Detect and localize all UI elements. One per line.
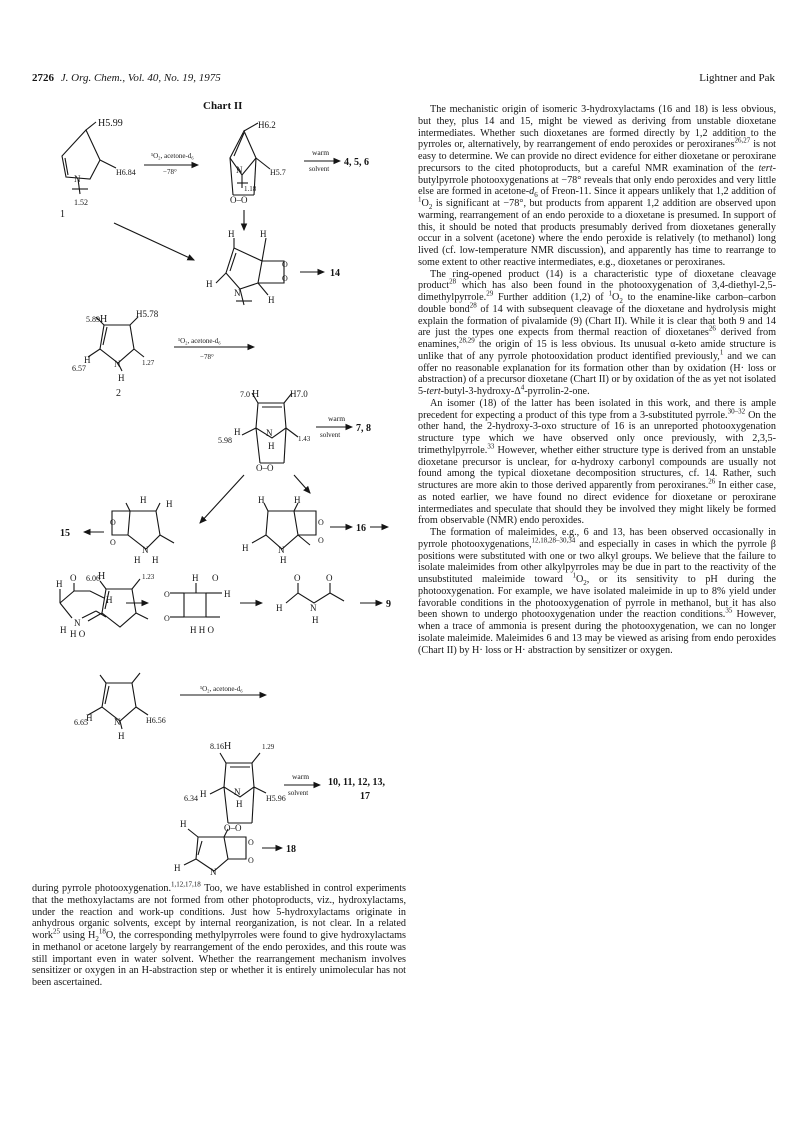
atom-n: N	[210, 867, 217, 877]
right-column-text	[418, 104, 776, 656]
atom-h: H	[118, 731, 125, 741]
product-label: 17	[360, 791, 370, 802]
nmr-label: H5.78	[136, 309, 159, 319]
nmr-label: 8.16	[210, 742, 224, 751]
paragraph: during pyrrole photooxygenation.$^{1,12,17,18}$ Too, we have established in control experiments that the methoxylactams are not formed from other photoproducts, viz., hydroxylactams, under the reaction and work-up conditions. Just how 5-hydroxylactams originate in anhydrous organic solvents, except by internal reorganization, is not clear. In a related work$^{25}$ using $H_2^{18}O$, the corresponding methylpyrroles were found to give hydroxylactams in methanol or acetone largely by rearrangement of the endo peroxides, and this route was still important even in water solvent. Whether the rearrangement mechanism involves sensitizer or oxygen in an H-abstraction step or whether it is entirely unimolecular has not been ascertained.	[32, 880, 407, 988]
product-label: 7, 8	[356, 423, 371, 434]
atom-h: H	[268, 295, 275, 305]
paragraph: The ring-opened product (14) is a characteristic type of dioxetane cleavage product$^{28}$ which has also been found in the photooxygenation of 3,4-diethyl-2,5-dimethylpyrrole.$^{29}$ Further addition (1,2) of $^1O_2$ to the enamine-like carbon–carbon double bond$^{28}$ of 14 with subsequent cleavage of the dioxetane and hydrolysis might explain the formation of pivalamide (9) (Chart II). While it is clear that both 9 and 14 are just the types one expects from thermal reaction of dioxetanes$^{26}$ derived from enamines,$^{28,29}$ the origin of 15 is less obvious. Its unusual α-keto amide structure is unlike that of any pyrrole photooxidation product identified previously,$^1$ and we can offer no reasonable explanation for its formation other than by oxidation (H· loss or abstraction) of a precursor dioxetane (Chart II) or by oxidation of the as yet not isolated $5-tert-butyl-3-hydroxy-\Delta^4-pyrrolin-2$-one.	[418, 268, 776, 397]
nmr-label: 1.18	[244, 185, 257, 193]
amide-cleavage-structure	[286, 583, 344, 603]
reagent-label: ¹O₂, acetone-d₆	[200, 685, 243, 693]
temperature-label: −78°	[200, 353, 214, 361]
atom-h: H	[60, 625, 67, 635]
nmr-label: 1.29	[262, 743, 275, 751]
dioxetane-16-structure	[252, 503, 316, 549]
dioxetane-ring-opened-structure	[170, 583, 222, 617]
condition-label: warm	[328, 414, 346, 423]
nmr-label: H6.2	[258, 120, 276, 130]
product-label: 14	[330, 268, 340, 279]
atom-o: O	[212, 573, 219, 583]
dioxetane-15-structure	[112, 503, 174, 549]
nmr-label: H5.96	[266, 794, 286, 803]
left-column-text	[32, 880, 407, 989]
chart-title: Chart II	[203, 100, 243, 112]
nmr-label: 6.34	[184, 794, 198, 803]
atom-h: H	[192, 573, 199, 583]
temperature-label: −78°	[163, 168, 177, 176]
atom-h: H	[260, 229, 267, 239]
atom-h: H	[294, 495, 301, 505]
atom-h: H	[228, 229, 235, 239]
page-number: 2726	[32, 72, 54, 84]
product-label: 15	[60, 528, 70, 539]
paragraph: The mechanistic origin of isomeric 3-hydroxylactams (16 and 18) is less obvious, but they, plus 14 and 15, might be viewed as deriving from unstable dioxetane intermediates. Whether such dioxetanes are formed directly by 1,2 addition to the pyrroles or, alternatively, by rearrangement of endo peroxides or peroxiranes$^{26,27}$ is not easy to determine. We can provide no direct evidence for either dioxetane or peroxirane precursors to the cited photoproducts, but a careful NMR examination of the tert-butylpyrrole photooxygenations at −78° reveals that only endo peroxides and very little else are formed in acetone-$d_6$ of Freon-11. Since it appears unlikely that 1,2 addition of $^1O_2$ is significant at −78°, but products from apparent 1,2 addition are observed upon warming, rearrangement of an endo peroxide to a dioxetane is presumed. In support of this, it should be noted that products presumably derived from dioxetanes generally occur in a solvent (acetone) where the endo peroxide is relatively (to methanol) long lived (cf. low-temperature NMR discussion), and apparently has time to rearrange to some extent to other reactive intermediates, e.g., dioxetanes or peroxiranes.	[418, 104, 776, 268]
atom-h: H	[152, 555, 159, 565]
atom-n: N	[266, 428, 273, 438]
product-label: 9	[386, 599, 391, 610]
atom-o: O–O	[256, 463, 274, 473]
nmr-label: 5.98	[218, 436, 232, 445]
nmr-label: H5.99	[98, 118, 123, 129]
paragraph: An isomer (18) of the latter has been isolated in this work, and there is ample precedent for expecting a product of this type from a 3-substituted pyrrole.$^{30-32}$ On the other hand, the 2-hydroxy-3-oxo structure of 16 is an unreported photooxygenation structure type which we have observed only once previously, with 2,3,5-trimethylpyrrole.$^{33}$ However, whether either structure type is derived from an unstable dioxetane precursor is unclear, for α-hydroxy carbonyl compounds are usually not found among the typical dioxetane decomposition structures, cf. 14. Rather, such structures are more akin to those derived apparently from peroxiranes.$^{26}$ In either case, as noted earlier, we have found no direct evidence for dioxetane or peroxirane intermediates and speculate that should they be involved they might likely be formed from observable (NMR) endo peroxides.	[418, 397, 776, 527]
paragraph: The formation of maleimides, e.g., 6 and 13, has been observed occasionally in pyrrole photooxygenations,$^{12,18,28-30,34}$ and especially in cases in which the pyrrole β positions were substituted with one or two alkyl groups. We believe that the failure to isolate maleimides from other alkylpyrroles may be due in part to the reactivity of the unsubstituted maleimide toward $^1O_2$, or its sensitivity to pH during the photooxygenation. For example, we have isolated maleimide in up to 8% yield under favorable conditions in the photooxygenation of pyrrole in methanol, but it has also been shown to undergo photooxygenation under the reaction conditions.$^{35}$ However, when a trace of ammonia is present during the photooxygenation, we can no longer isolate maleimide. Maleimides 6 and 13 may be viewed as arising from endo peroxides (Chart II) by H· loss or H· abstraction by sensitizer or oxygen.	[418, 527, 776, 656]
nmr-label: 1.23	[142, 573, 155, 581]
atom-h: H	[276, 603, 283, 613]
atom-h: H	[236, 799, 243, 809]
atom-o: O	[326, 573, 333, 583]
atom-h: H	[206, 279, 213, 289]
nmr-label: H6.56	[146, 716, 166, 725]
atom-h: H	[106, 595, 113, 605]
nmr-label: H7.0	[290, 389, 308, 399]
product-label: 4, 5, 6	[344, 157, 369, 168]
atom-h: H	[180, 819, 187, 829]
nmr-label: 1.52	[74, 198, 88, 207]
product-label: 18	[286, 844, 296, 855]
atom-h: H H O	[190, 625, 214, 635]
atom-h: H	[242, 543, 249, 553]
compound-1-structure	[62, 122, 116, 194]
reaction-arrow	[294, 475, 310, 493]
atom-o: O	[282, 260, 288, 269]
atom-n: N	[236, 165, 243, 175]
atom-n: N	[310, 603, 317, 613]
atom-n: N	[74, 618, 81, 628]
atom-h: H	[98, 571, 106, 582]
reaction-scheme	[30, 113, 415, 881]
nmr-label: 1.43	[298, 435, 311, 443]
atom-h: H	[224, 589, 231, 599]
atom-h: H	[200, 789, 207, 799]
condition-label: solvent	[309, 165, 330, 173]
compound-number: 2	[116, 388, 121, 399]
running-header-authors: Lightner and Pak	[699, 72, 775, 84]
atom-o: O	[110, 518, 116, 527]
atom-o: O	[282, 274, 288, 283]
nmr-label: 6.65	[74, 718, 88, 727]
reaction-arrow	[114, 223, 194, 260]
atom-n: N	[114, 359, 121, 369]
ring-opened-structure	[60, 583, 106, 618]
atom-h: H	[166, 499, 173, 509]
reagent-label: ¹O₂, acetone-d₆	[178, 337, 221, 345]
running-header-left	[32, 72, 221, 84]
condition-label: solvent	[288, 789, 309, 797]
dioxetane-18-structure	[184, 829, 246, 871]
nmr-label: 6.06	[86, 574, 100, 583]
atom-h: H	[174, 863, 181, 873]
atom-o: O	[318, 536, 324, 545]
atom-h: H	[268, 441, 275, 451]
atom-o: O	[164, 590, 170, 599]
nmr-label: H5.7	[270, 168, 286, 177]
atom-o: O–O	[224, 823, 242, 833]
atom-h: H	[100, 314, 108, 325]
atom-h: H	[140, 495, 147, 505]
product-label: 10, 11, 12, 13,	[328, 777, 385, 788]
journal-citation: J. Org. Chem., Vol. 40, No. 19, 1975	[60, 72, 221, 84]
atom-n: N	[278, 545, 285, 555]
atom-h: H	[84, 355, 91, 365]
nmr-label: 7.0	[240, 390, 250, 399]
nmr-label: 5.89	[86, 315, 100, 324]
atom-h: H O	[70, 629, 86, 639]
atom-h: H	[134, 555, 141, 565]
atom-h: H	[312, 615, 319, 625]
product-label: 16	[356, 523, 366, 534]
atom-o: O	[70, 573, 77, 583]
atom-o: O	[248, 838, 254, 847]
condition-label: warm	[312, 148, 330, 157]
condition-label: warm	[292, 772, 310, 781]
atom-h: H	[280, 555, 287, 565]
atom-o: O	[248, 856, 254, 865]
nmr-label: H6.84	[116, 168, 136, 177]
condition-label: solvent	[320, 431, 341, 439]
atom-n: N	[142, 545, 149, 555]
atom-n: N	[74, 174, 81, 184]
atom-h: H	[258, 495, 265, 505]
atom-h: H	[234, 427, 241, 437]
atom-o: O	[164, 614, 170, 623]
atom-o: O–O	[230, 195, 248, 205]
nmr-label: 1.27	[142, 359, 155, 367]
atom-o: O	[294, 573, 301, 583]
atom-o: O	[110, 538, 116, 547]
atom-h: H	[252, 389, 260, 400]
atom-h: H	[86, 713, 93, 723]
atom-h: H	[56, 579, 63, 589]
reaction-arrow	[200, 475, 244, 523]
atom-o: O	[318, 518, 324, 527]
nmr-label: 6.57	[72, 364, 86, 373]
atom-h: H	[224, 741, 232, 752]
atom-n: N	[234, 288, 241, 298]
compound-number: 1	[60, 209, 65, 220]
atom-n: N	[234, 787, 241, 797]
atom-n: N	[114, 717, 121, 727]
reagent-label: ¹O₂, acetone-d₆	[151, 152, 194, 160]
atom-h: H	[118, 373, 125, 383]
